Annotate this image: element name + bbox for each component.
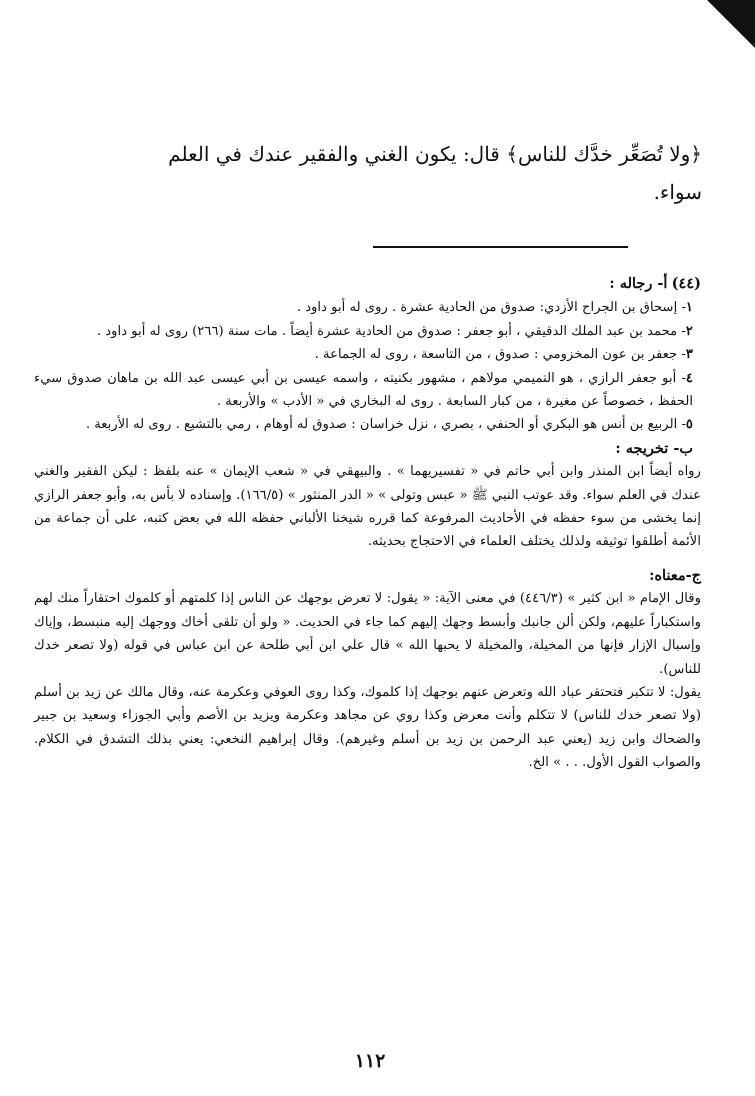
main-text-line-1: ﴿ولا تُصَعِّر خدَّك للناس﴾ قال: يكون الغني والفقير عندك في العلم: [168, 142, 702, 166]
footnote-number: (٤٤): [671, 275, 701, 292]
narrator-text: - أبو جعفر الرازي ، هو التميمي مولاهم ، مشهور بكنيته ، واسمه عيسى بن أبي عيسى عبد الله بن ماهان صدوق سيء الحفظ ، خصوصاً عن مغيرة ، من كبار السابعة . روى له البخاري في « الأدب » والأربعة .: [34, 370, 693, 410]
footnote-separator: [373, 246, 628, 248]
narrator-text: - محمد بن عبد الملك الدقيقي ، أبو جعفر : صدوق من الحادية عشرة أيضاً . مات سنة (٢٦٦) روى له أبو داود .: [96, 323, 686, 339]
section-a-heading-line: [34, 272, 701, 296]
narrator-number: ٥: [685, 417, 693, 433]
section-b-heading: ب- تخريجه :: [615, 439, 693, 457]
narrator-text: - جعفر بن عون المخزومي : صدوق ، من التاسعة ، روى له الجماعة .: [314, 347, 686, 363]
section-a-heading: أ- رجاله :: [609, 275, 668, 292]
narrator-item: [34, 296, 701, 319]
main-text: [62, 135, 702, 211]
page-corner-mark: [707, 0, 755, 48]
narrator-number: ١: [685, 300, 693, 316]
narrator-item: [34, 413, 701, 436]
narrator-number: ٢: [685, 323, 693, 339]
narrator-item: [34, 343, 701, 366]
narrator-item: [34, 367, 701, 414]
takhrij-paragraph: رواه أيضاً ابن المنذر وابن أبي حاتم في « تفسيريهما » . والبيهقي في « شعب الإيمان » عنه بلفظ : ليكن الفقير والغني عندك في العلم سواء. وقد عوتب النبي ﷺ « عبس وتولى » « الدر المنثور » (١٦٦/٥). وإسناده لا بأس به، وأبو جعفر الرازي إنما يخشى من سوء حفظه في الأحاديث المرفوعة كما قرره شيخنا الألباني حفظه الله في بعض كتبه، على أن جماعة من الأئمة أطلقوا توثيقه ولذلك يختلف العلماء في الاحتجاج بحديثه.: [34, 464, 701, 550]
narrator-text: - الربيع بن أنس هو البكري أو الحنفي ، بصري ، نزل خراسان : صدوق له أوهام ، رمي بالتشيع . روى له الأربعة .: [85, 417, 686, 433]
footnotes: [34, 272, 701, 775]
main-text-line-2: سواء.: [653, 180, 702, 204]
maana-paragraph-1: وقال الإمام « ابن كثير » (٤٤٦/٣) في معنى الآية: « يقول: لا تعرض بوجهك عن الناس إذا كلمتهم أو كلموك احتقاراً منك لهم واستكباراً عليهم، ولكن ألن جانبك وأبسط وجهك إليهم كما جاء في الحديث. « ولو أن تلقى أخاك ووجهك إليه منبسط، وإياك وإسبال الإزار فإنها من المخيلة، والمخيلة لا يحبها الله » قال علي ابن أبي طلحة عن ابن عباس في قوله (ولا تصعر خدك للناس).: [34, 591, 701, 677]
narrator-item: [34, 320, 701, 343]
page-number: ١١٢: [354, 1050, 386, 1072]
narrator-number: ٤: [685, 370, 693, 386]
section-c-heading: ج-معناه:: [649, 566, 701, 584]
maana-paragraph-2: يقول: لا تتكبر فتحتقر عباد الله وتعرض عنهم بوجهك إذا كلموك، وكذا روى العوفي وعكرمة عنه، وقال مالك عن زيد بن أسلم (ولا تصعر خدك للناس) لا تتكلم وأنت معرض وكذا روي عن مجاهد وعكرمة ويزيد بن الأصم وأبي الجوزاء وسعيد بن جبير والضحاك وابن زيد (يعني عبد الرحمن بن زيد بن أسلم وغيرهم). وقال إبراهيم النخعي: يعني بذلك التشدق في الكلام. والصواب القول الأول. . . » الخ.: [34, 684, 701, 771]
narrator-text: - إسحاق بن الجراح الأزدي: صدوق من الحادية عشرة . روى له أبو داود .: [296, 300, 686, 316]
narrator-number: ٣: [685, 347, 693, 363]
